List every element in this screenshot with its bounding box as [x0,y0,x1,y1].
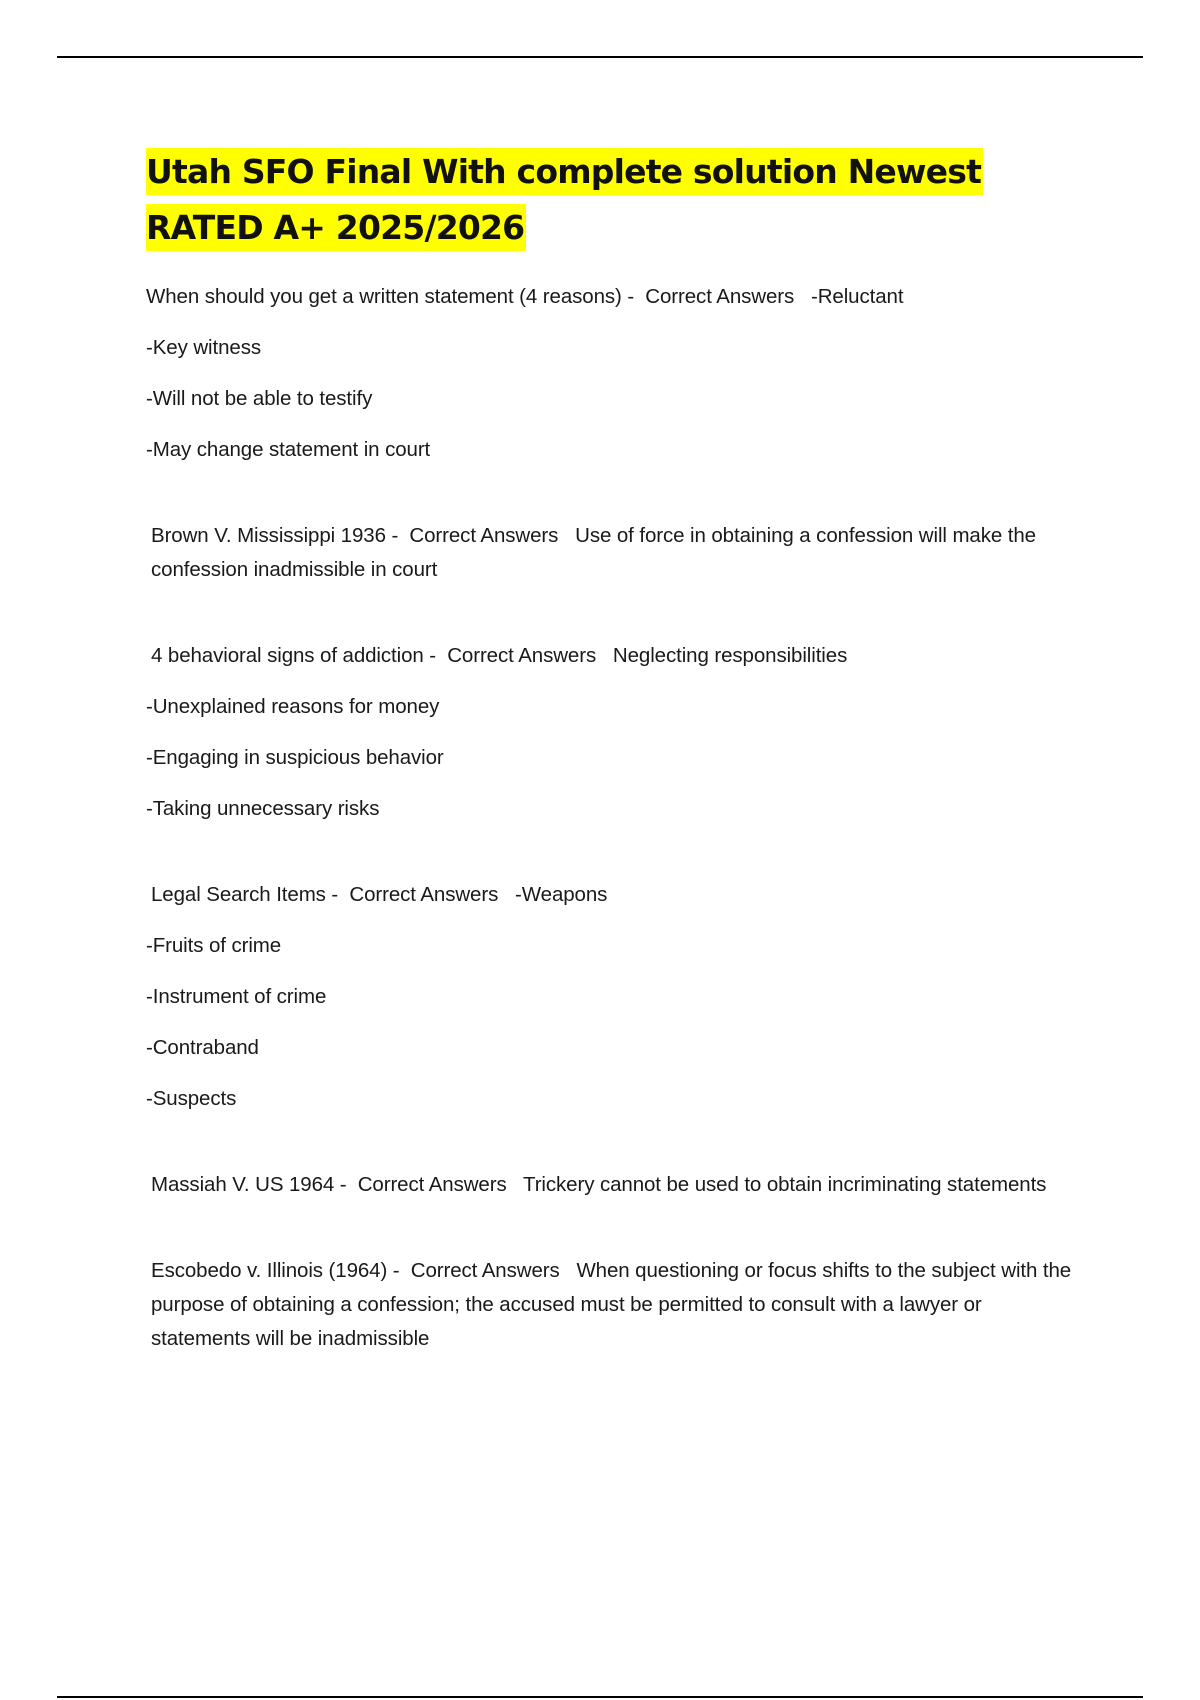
answer-line: -Key witness [146,336,262,359]
answer-marker: Correct Answers [357,1173,507,1196]
qa-question-line [146,878,1076,912]
qa-question-line [146,639,1076,673]
answer-text: Use of force in obtaining a confession will make the confession inadmissible in court [151,524,1042,581]
document-body [146,144,1076,1408]
answer-line: -May change statement in court [146,438,431,461]
question-text: When should you get a written statement (4 reasons) - [146,285,635,308]
answer-line: -Contraband [146,1036,259,1059]
answer-line: -Unexplained reasons for money [146,695,440,718]
document-title [146,144,1076,256]
question-text: Massiah V. US 1964 - [151,1173,347,1196]
qa-item-legal-search-items [146,878,1076,1116]
answer-text: -Reluctant [810,285,904,308]
answer-line: -Will not be able to testify [146,387,373,410]
answer-line: -Fruits of crime [146,934,282,957]
qa-question-line [146,280,1076,314]
answer-line: -Engaging in suspicious behavior [146,746,444,769]
qa-item-escobedo-v-illinois [146,1254,1076,1356]
qa-item-written-statement [146,280,1076,467]
question-text: Escobedo v. Illinois (1964) - [151,1259,400,1282]
question-text: 4 behavioral signs of addiction - [151,644,437,667]
qa-item-massiah-v-us [146,1168,1076,1202]
title-highlight: Utah SFO Final With complete solution Newest RATED A+ 2025/2026 [146,148,983,251]
answer-line: -Taking unnecessary risks [146,797,380,820]
answer-marker: Correct Answers [410,1259,560,1282]
question-text: Brown V. Mississippi 1936 - [151,524,399,547]
qa-item-signs-of-addiction [146,639,1076,826]
answer-marker: Correct Answers [349,883,499,906]
qa-list [146,280,1076,1356]
question-text: Legal Search Items - [151,883,339,906]
qa-question-line [146,1254,1076,1356]
answer-line: -Instrument of crime [146,985,327,1008]
qa-question-line [146,519,1076,587]
answer-line: -Suspects [146,1087,237,1110]
answer-text: When questioning or focus shifts to the subject with the purpose of obtaining a confession; the accused must be permitted to consult with a lawyer or statements will be inadmissible [151,1259,1077,1350]
answer-marker: Correct Answers [645,285,795,308]
qa-item-brown-v-mississippi [146,519,1076,587]
answer-marker: Correct Answers [409,524,559,547]
top-rule [57,56,1143,58]
answer-text: Neglecting responsibilities [612,644,848,667]
qa-question-line [146,1168,1076,1202]
answer-marker: Correct Answers [447,644,597,667]
answer-text: -Weapons [515,883,608,906]
answer-text: Trickery cannot be used to obtain incriminating statements [523,1173,1047,1196]
bottom-rule [57,1696,1143,1698]
